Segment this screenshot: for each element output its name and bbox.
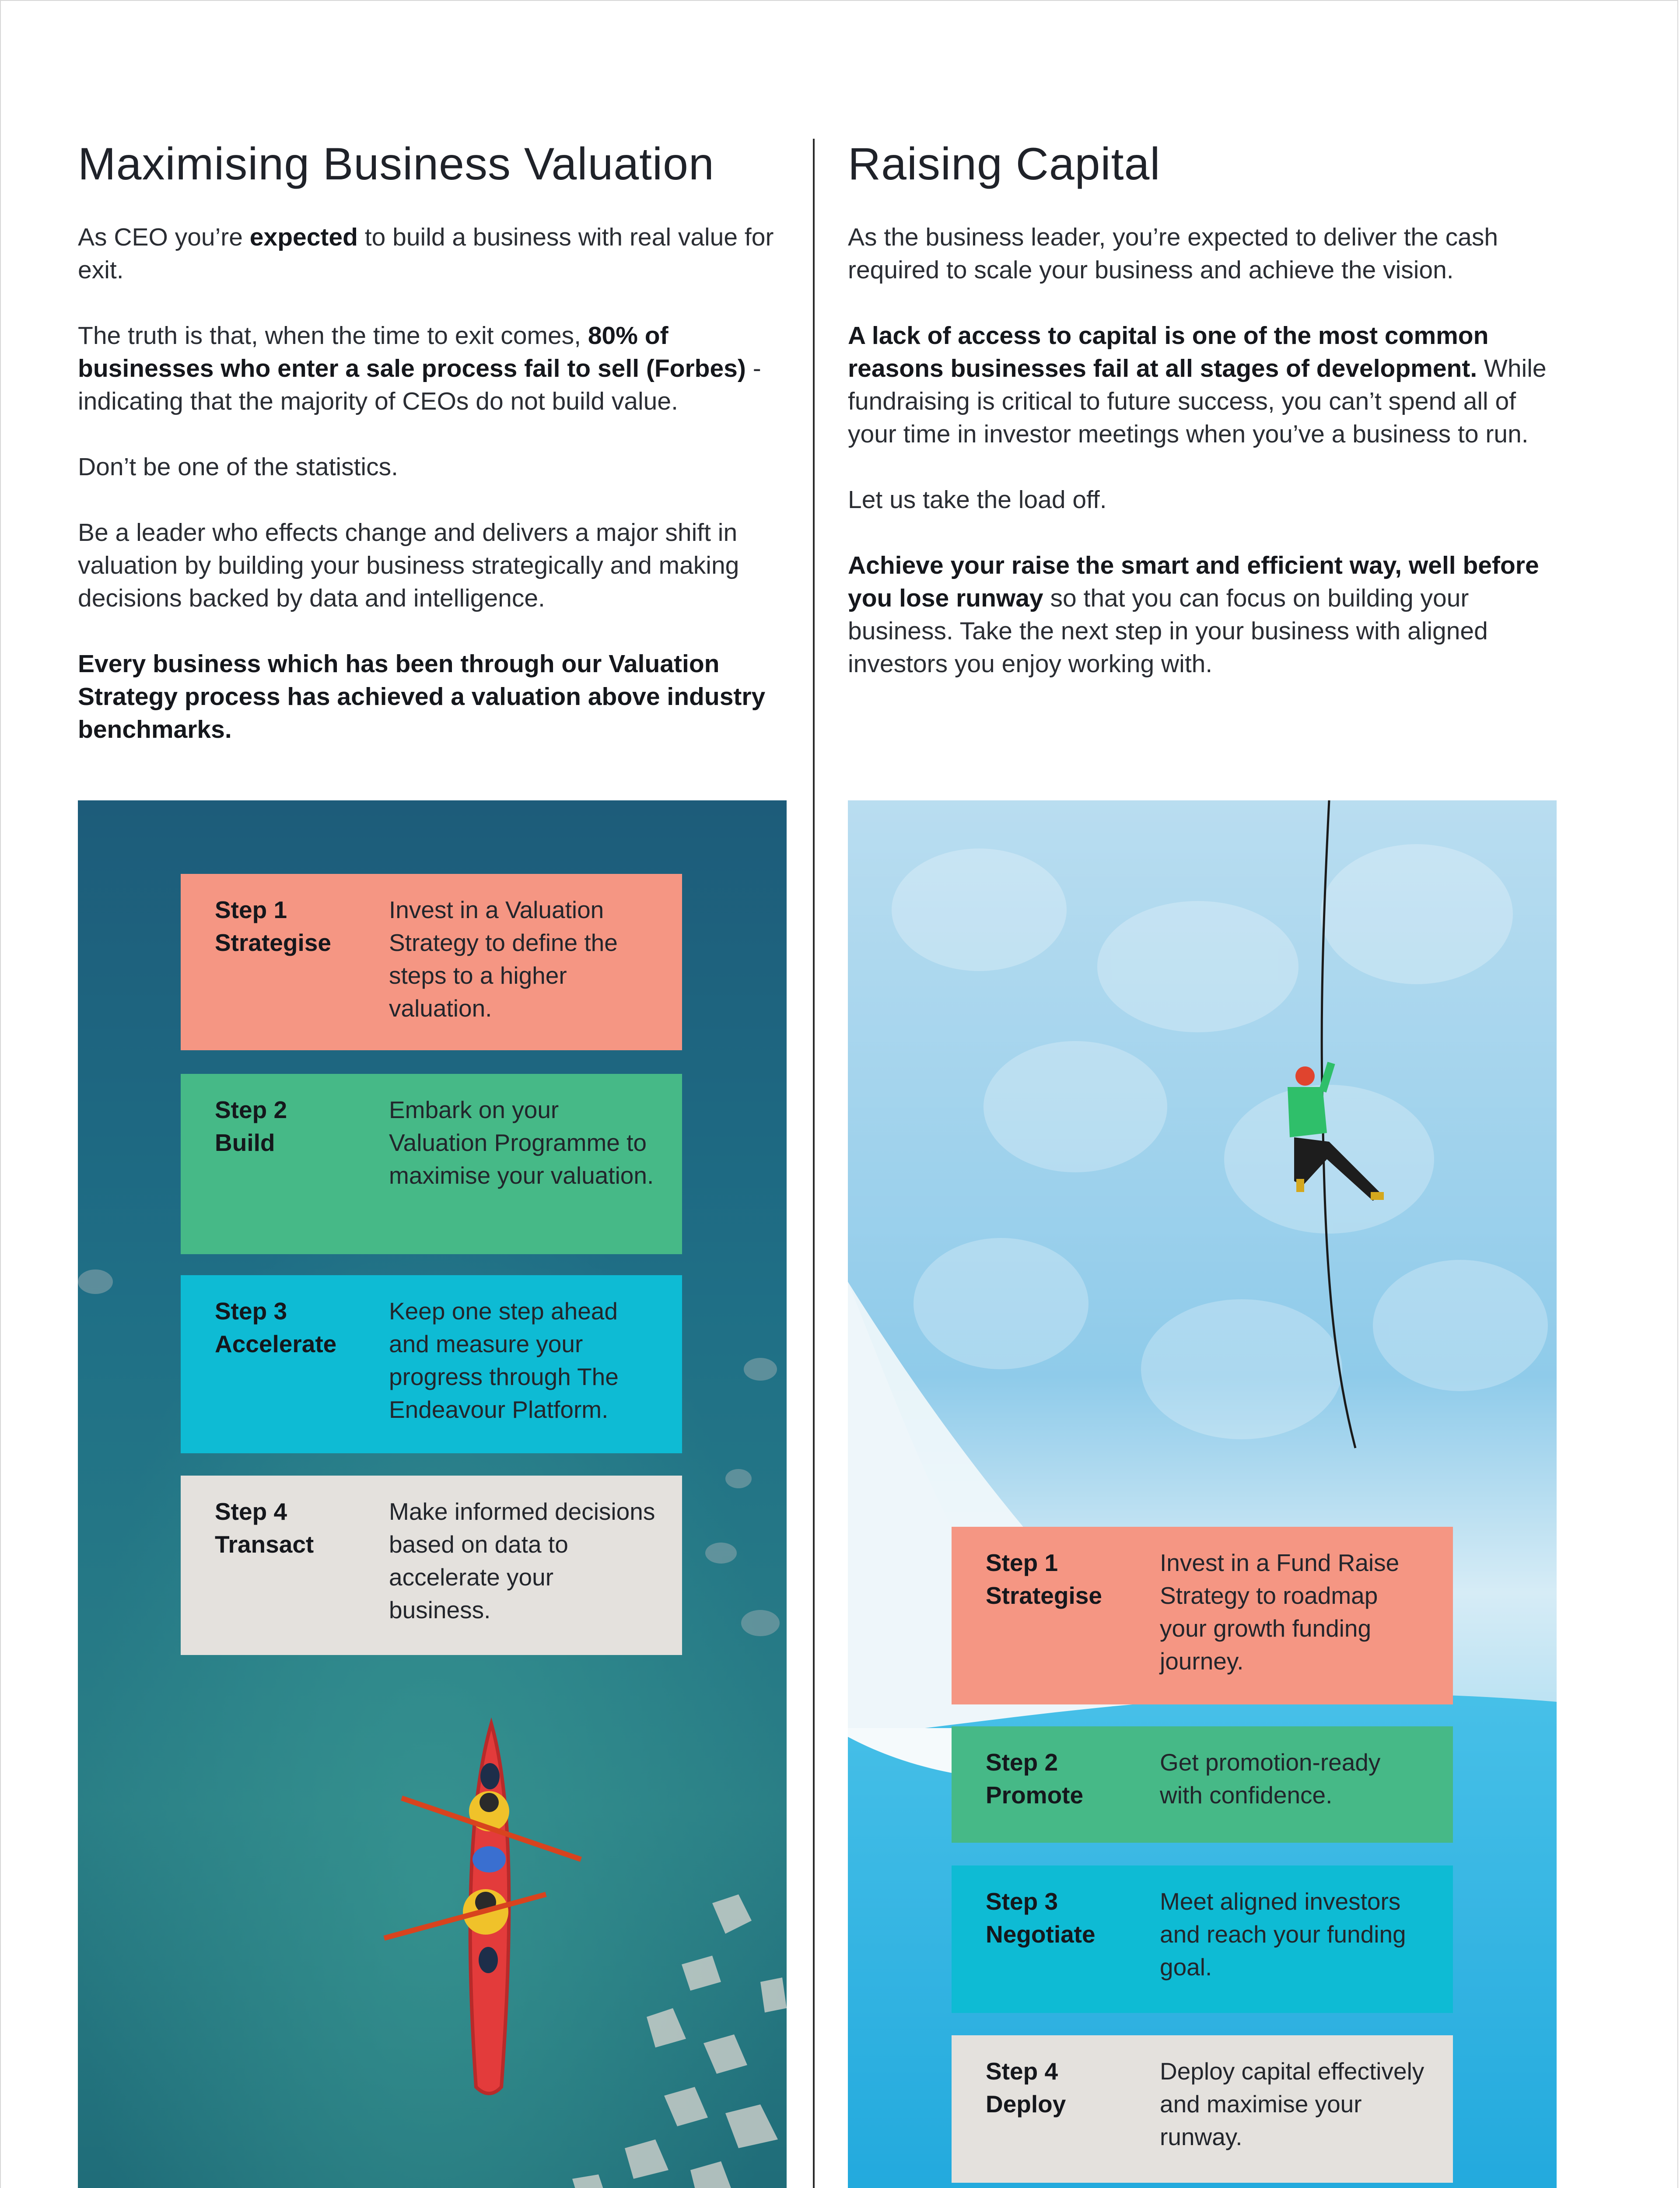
ice-climber-photo [848,800,1557,2188]
step-description: Deploy capital effectively and maximise your runway. [1160,2058,1424,2150]
step-name: Accelerate [215,1330,337,1357]
step-label [986,1546,1160,1704]
step-label [215,1295,389,1453]
step-name: Strategise [215,929,331,956]
valuation-paragraph-4: Be a leader who effects change and delivers a major shift in valuation by building your business strategically and making decisions backed by data and intelligence. [78,519,739,612]
step-name: Strategise [986,1582,1102,1609]
capital-step-4 [952,2035,1453,2183]
text-span: so that you can focus on building your business. Take the next step in your business with aligned investors you enjoy working with. [848,584,1488,678]
valuation-column [78,131,787,779]
capital-step-3 [952,1865,1453,2013]
valuation-step-3 [181,1275,682,1453]
capital-body [848,221,1557,680]
step-label [986,1746,1160,1843]
capital-paragraph-4 [848,549,1557,680]
bold-span: 80% of businesses who enter a sale process fail to sell (Forbes) [78,322,746,382]
bold-span: A lack of access to capital is one of the most common reasons businesses fail at all stages of development. [848,322,1489,382]
step-name: Build [215,1129,275,1156]
step-number: Step 1 [986,1549,1058,1576]
step-description: Get promotion-ready with confidence. [1160,1749,1381,1809]
step-number: Step 2 [986,1749,1058,1776]
step-number: Step 2 [215,1096,287,1123]
step-name: Negotiate [986,1921,1096,1948]
valuation-title: Maximising Business Valuation [78,139,714,189]
step-number: Step 3 [215,1297,287,1325]
capital-column [848,131,1557,713]
step-label [986,2055,1160,2183]
valuation-step-1 [181,874,682,1050]
text-span: As CEO you’re [78,223,250,251]
step-name: Promote [986,1781,1084,1809]
valuation-paragraph-2 [78,319,787,418]
step-number: Step 4 [215,1498,287,1525]
step-number: Step 4 [986,2058,1058,2085]
step-name: Transact [215,1531,314,1558]
step-description: Invest in a Valuation Strategy to define the steps to a higher valuation. [389,896,618,1022]
capital-paragraph-3: Let us take the load off. [848,486,1107,514]
step-label [215,1094,389,1254]
bold-span: expected [249,223,358,251]
valuation-paragraph-1 [78,221,787,287]
step-number: Step 3 [986,1888,1058,1915]
step-description: Make informed decisions based on data to accelerate your business. [389,1498,655,1623]
capital-step-1 [952,1527,1453,1704]
step-name: Deploy [986,2090,1066,2118]
bold-span: Every business which has been through our Valuation Strategy process has achieved a valuation above industry benchmarks. [78,650,766,743]
text-span: to build a business with real value for exit. [78,223,774,284]
step-description: Invest in a Fund Raise Strategy to roadmap your growth funding journey. [1160,1549,1400,1675]
valuation-step-4 [181,1476,682,1655]
valuation-paragraph-5 [78,648,787,746]
step-description: Embark on your Valuation Programme to maximise your valuation. [389,1096,654,1189]
bold-span: Achieve your raise the smart and efficient way, well before you lose runway [848,551,1539,612]
text-span: - indicating that the majority of CEOs do not build value. [78,354,761,415]
capital-paragraph-1: As the business leader, you’re expected to deliver the cash required to scale your business and achieve the vision. [848,223,1498,284]
step-label [215,1495,389,1655]
capital-paragraph-2 [848,319,1557,451]
valuation-step-2 [181,1074,682,1254]
step-description: Keep one step ahead and measure your progress through The Endeavour Platform. [389,1297,619,1423]
step-label [215,894,389,1050]
text-span: The truth is that, when the time to exit comes, [78,322,588,350]
valuation-paragraph-3: Don’t be one of the statistics. [78,453,398,481]
kayak-photo [78,800,787,2188]
text-span: While fundraising is critical to future success, you can’t spend all of your time in investor meetings when you’ve a business to run. [848,354,1547,448]
capital-title: Raising Capital [848,139,1161,189]
column-divider [813,139,815,2188]
step-description: Meet aligned investors and reach your funding goal. [1160,1888,1406,1981]
capital-step-2 [952,1726,1453,1843]
step-label [986,1885,1160,2013]
step-number: Step 1 [215,896,287,923]
valuation-body [78,221,787,746]
